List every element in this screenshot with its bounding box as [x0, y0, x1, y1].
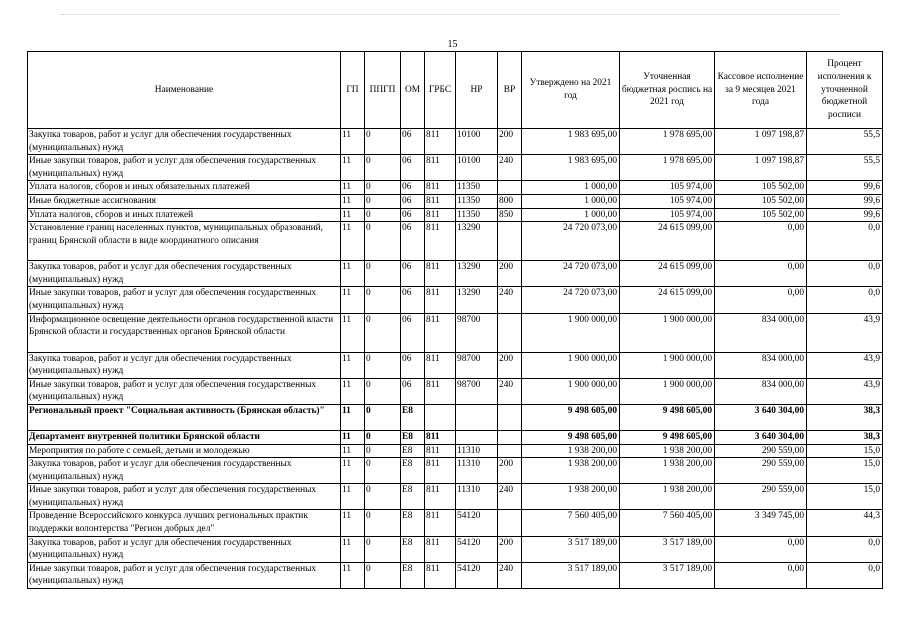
cell-nr: 11310 [456, 458, 498, 484]
cell-refined: 3 517 189,00 [620, 562, 715, 588]
cell-gp: 11 [341, 194, 365, 208]
cell-ppgp: 0 [365, 155, 401, 181]
cell-ppgp: 0 [365, 352, 401, 378]
cell-nr: 11310 [456, 444, 498, 458]
header-nr: НР [456, 52, 498, 129]
table-row [28, 222, 883, 261]
cell-name: Иные закупки товаров, работ и услуг для обеспечения государственных (муниципальных) нужд [28, 562, 341, 588]
cell-grbs: 811 [425, 261, 456, 287]
cell-name: Иные закупки товаров, работ и услуг для обеспечения государственных (муниципальных) нужд [28, 155, 341, 181]
cell-name: Региональный проект "Социальная активность (Брянская область)" [28, 404, 341, 430]
cell-nr: 98700 [456, 313, 498, 352]
cell-refined: 3 517 189,00 [620, 536, 715, 562]
cell-percent: 55,5 [807, 155, 883, 181]
cell-vr: 240 [498, 287, 522, 313]
cell-vr: 240 [498, 155, 522, 181]
cell-nr: 54120 [456, 562, 498, 588]
cell-name: Информационное освещение деятельности органов государственной власти Брянской области и государственных органов Брянской области [28, 313, 341, 352]
cell-ppgp: 0 [365, 458, 401, 484]
cell-om: E8 [401, 444, 425, 458]
cell-percent: 44,3 [807, 510, 883, 536]
table-row [28, 155, 883, 181]
cell-percent: 99,6 [807, 181, 883, 195]
cell-gp: 11 [341, 129, 365, 155]
cell-name: Закупка товаров, работ и услуг для обеспечения государственных (муниципальных) нужд [28, 261, 341, 287]
cell-vr: 200 [498, 261, 522, 287]
cell-ppgp: 0 [365, 129, 401, 155]
cell-vr [498, 510, 522, 536]
cell-ppgp: 0 [365, 261, 401, 287]
cell-refined: 105 974,00 [620, 181, 715, 195]
cell-refined: 1 900 000,00 [620, 352, 715, 378]
cell-cash: 834 000,00 [715, 313, 807, 352]
table-row [28, 313, 883, 352]
page-number: 15 [447, 39, 458, 50]
cell-om: 06 [401, 181, 425, 195]
header-name: Наименование [28, 52, 341, 129]
cell-approved: 1 900 000,00 [522, 313, 620, 352]
cell-name: Департамент внутренней политики Брянской области [28, 430, 341, 444]
cell-gp: 11 [341, 181, 365, 195]
cell-percent: 99,6 [807, 194, 883, 208]
cell-ppgp: 0 [365, 484, 401, 510]
cell-cash: 105 502,00 [715, 194, 807, 208]
cell-gp: 11 [341, 261, 365, 287]
cell-name: Мероприятия по работе с семьей, детьми и молодежью [28, 444, 341, 458]
cell-approved: 1 000,00 [522, 194, 620, 208]
cell-gp: 11 [341, 562, 365, 588]
cell-grbs [425, 404, 456, 430]
cell-gp: 11 [341, 287, 365, 313]
header-om: ОМ [401, 52, 425, 129]
cell-refined: 1 978 695,00 [620, 155, 715, 181]
cell-om: E8 [401, 484, 425, 510]
cell-vr: 200 [498, 536, 522, 562]
cell-gp: 11 [341, 313, 365, 352]
header-approved: Утверждено на 2021 год [522, 52, 620, 129]
table-row [28, 352, 883, 378]
cell-nr: 10100 [456, 155, 498, 181]
cell-ppgp: 0 [365, 222, 401, 261]
cell-refined: 1 938 200,00 [620, 484, 715, 510]
table-row [28, 404, 883, 430]
cell-om: 06 [401, 378, 425, 404]
table-row [28, 378, 883, 404]
cell-cash: 3 640 304,00 [715, 404, 807, 430]
cell-name: Закупка товаров, работ и услуг для обеспечения государственных (муниципальных) нужд [28, 129, 341, 155]
cell-percent: 15,0 [807, 444, 883, 458]
cell-nr [456, 404, 498, 430]
cell-cash: 3 640 304,00 [715, 430, 807, 444]
cell-om: E8 [401, 430, 425, 444]
cell-gp: 11 [341, 208, 365, 222]
cell-cash: 0,00 [715, 287, 807, 313]
cell-gp: 11 [341, 536, 365, 562]
cell-vr: 200 [498, 352, 522, 378]
cell-refined: 1 938 200,00 [620, 458, 715, 484]
budget-execution-table [27, 51, 883, 589]
cell-grbs: 811 [425, 129, 456, 155]
cell-om: E8 [401, 562, 425, 588]
cell-ppgp: 0 [365, 313, 401, 352]
cell-cash: 1 097 198,87 [715, 129, 807, 155]
cell-refined: 9 498 605,00 [620, 430, 715, 444]
table-row [28, 181, 883, 195]
cell-refined: 105 974,00 [620, 208, 715, 222]
cell-refined: 9 498 605,00 [620, 404, 715, 430]
cell-om: 06 [401, 129, 425, 155]
cell-refined: 24 615 099,00 [620, 222, 715, 261]
cell-gp: 11 [341, 378, 365, 404]
cell-ppgp: 0 [365, 181, 401, 195]
cell-refined: 7 560 405,00 [620, 510, 715, 536]
cell-percent: 43,9 [807, 352, 883, 378]
cell-refined: 1 978 695,00 [620, 129, 715, 155]
cell-nr: 54120 [456, 510, 498, 536]
scan-artifact-line [60, 14, 840, 17]
cell-grbs: 811 [425, 194, 456, 208]
cell-cash: 834 000,00 [715, 352, 807, 378]
cell-grbs: 811 [425, 208, 456, 222]
cell-approved: 1 900 000,00 [522, 378, 620, 404]
cell-nr: 11310 [456, 484, 498, 510]
cell-vr: 240 [498, 562, 522, 588]
cell-vr [498, 444, 522, 458]
cell-approved: 9 498 605,00 [522, 430, 620, 444]
cell-name: Закупка товаров, работ и услуг для обеспечения государственных (муниципальных) нужд [28, 536, 341, 562]
cell-name: Уплата налогов, сборов и иных обязательных платежей [28, 181, 341, 195]
table-row [28, 484, 883, 510]
cell-om: 06 [401, 155, 425, 181]
cell-refined: 1 938 200,00 [620, 444, 715, 458]
cell-om: E8 [401, 510, 425, 536]
table-row [28, 458, 883, 484]
cell-vr [498, 404, 522, 430]
cell-om: 06 [401, 352, 425, 378]
cell-ppgp: 0 [365, 287, 401, 313]
cell-cash: 3 349 745,00 [715, 510, 807, 536]
cell-refined: 105 974,00 [620, 194, 715, 208]
cell-gp: 11 [341, 222, 365, 261]
cell-name: Закупка товаров, работ и услуг для обеспечения государственных (муниципальных) нужд [28, 458, 341, 484]
cell-nr: 11350 [456, 208, 498, 222]
cell-om: 06 [401, 222, 425, 261]
cell-ppgp: 0 [365, 536, 401, 562]
cell-name: Иные бюджетные ассигнования [28, 194, 341, 208]
cell-approved: 1 000,00 [522, 181, 620, 195]
cell-vr: 200 [498, 129, 522, 155]
cell-cash: 105 502,00 [715, 208, 807, 222]
cell-approved: 3 517 189,00 [522, 562, 620, 588]
cell-nr: 98700 [456, 352, 498, 378]
table-row [28, 261, 883, 287]
cell-cash: 0,00 [715, 222, 807, 261]
cell-approved: 7 560 405,00 [522, 510, 620, 536]
cell-grbs: 811 [425, 458, 456, 484]
cell-approved: 1 000,00 [522, 208, 620, 222]
cell-refined: 1 900 000,00 [620, 313, 715, 352]
cell-gp: 11 [341, 458, 365, 484]
cell-om: 06 [401, 287, 425, 313]
cell-nr: 13290 [456, 287, 498, 313]
cell-grbs: 811 [425, 287, 456, 313]
cell-cash: 290 559,00 [715, 444, 807, 458]
cell-approved: 1 983 695,00 [522, 155, 620, 181]
header-vr: ВР [498, 52, 522, 129]
cell-percent: 0,0 [807, 261, 883, 287]
cell-nr: 13290 [456, 261, 498, 287]
cell-name: Иные закупки товаров, работ и услуг для обеспечения государственных (муниципальных) нужд [28, 378, 341, 404]
cell-name: Проведение Всероссийского конкурса лучших региональных практик поддержки волонтерства "Регион добрых дел" [28, 510, 341, 536]
cell-approved: 24 720 073,00 [522, 222, 620, 261]
cell-grbs: 811 [425, 484, 456, 510]
cell-percent: 38,3 [807, 404, 883, 430]
cell-ppgp: 0 [365, 430, 401, 444]
cell-vr: 240 [498, 484, 522, 510]
table-row [28, 562, 883, 588]
table-row [28, 129, 883, 155]
cell-om: 06 [401, 208, 425, 222]
cell-gp: 11 [341, 352, 365, 378]
cell-name: Установление границ населенных пунктов, муниципальных образований, границ Брянской области в виде координатного описания [28, 222, 341, 261]
cell-vr: 800 [498, 194, 522, 208]
cell-grbs: 811 [425, 352, 456, 378]
cell-approved: 9 498 605,00 [522, 404, 620, 430]
cell-gp: 11 [341, 444, 365, 458]
cell-nr: 54120 [456, 536, 498, 562]
cell-approved: 1 983 695,00 [522, 129, 620, 155]
cell-ppgp: 0 [365, 194, 401, 208]
table-row [28, 208, 883, 222]
header-gp: ГП [341, 52, 365, 129]
cell-approved: 24 720 073,00 [522, 261, 620, 287]
cell-approved: 3 517 189,00 [522, 536, 620, 562]
cell-gp: 11 [341, 430, 365, 444]
cell-name: Закупка товаров, работ и услуг для обеспечения государственных (муниципальных) нужд [28, 352, 341, 378]
cell-percent: 0,0 [807, 536, 883, 562]
cell-om: 06 [401, 313, 425, 352]
cell-vr [498, 222, 522, 261]
cell-name: Иные закупки товаров, работ и услуг для обеспечения государственных (муниципальных) нужд [28, 484, 341, 510]
cell-vr: 200 [498, 458, 522, 484]
cell-nr: 13290 [456, 222, 498, 261]
cell-om: 06 [401, 194, 425, 208]
cell-om: 06 [401, 261, 425, 287]
cell-approved: 1 938 200,00 [522, 458, 620, 484]
cell-percent: 0,0 [807, 222, 883, 261]
cell-grbs: 811 [425, 430, 456, 444]
cell-gp: 11 [341, 155, 365, 181]
cell-nr: 11350 [456, 181, 498, 195]
cell-grbs: 811 [425, 222, 456, 261]
cell-approved: 1 900 000,00 [522, 352, 620, 378]
header-cash: Кассовое исполнение за 9 месяцев 2021 года [715, 52, 807, 129]
cell-ppgp: 0 [365, 404, 401, 430]
cell-vr [498, 181, 522, 195]
header-percent: Процент исполнения к уточненной бюджетной росписи [807, 52, 883, 129]
cell-percent: 15,0 [807, 484, 883, 510]
cell-approved: 1 938 200,00 [522, 444, 620, 458]
cell-refined: 24 615 099,00 [620, 287, 715, 313]
cell-ppgp: 0 [365, 510, 401, 536]
cell-grbs: 811 [425, 313, 456, 352]
cell-om: E8 [401, 404, 425, 430]
cell-vr: 240 [498, 378, 522, 404]
cell-ppgp: 0 [365, 562, 401, 588]
cell-cash: 290 559,00 [715, 458, 807, 484]
cell-om: E8 [401, 536, 425, 562]
cell-ppgp: 0 [365, 444, 401, 458]
cell-refined: 24 615 099,00 [620, 261, 715, 287]
cell-percent: 0,0 [807, 562, 883, 588]
cell-approved: 1 938 200,00 [522, 484, 620, 510]
cell-percent: 15,0 [807, 458, 883, 484]
cell-nr: 98700 [456, 378, 498, 404]
header-grbs: ГРБС [425, 52, 456, 129]
cell-gp: 11 [341, 484, 365, 510]
cell-nr: 10100 [456, 129, 498, 155]
cell-cash: 290 559,00 [715, 484, 807, 510]
cell-nr [456, 430, 498, 444]
cell-percent: 43,9 [807, 313, 883, 352]
cell-cash: 105 502,00 [715, 181, 807, 195]
cell-grbs: 811 [425, 181, 456, 195]
cell-vr: 850 [498, 208, 522, 222]
cell-gp: 11 [341, 404, 365, 430]
cell-vr [498, 430, 522, 444]
cell-om: E8 [401, 458, 425, 484]
table-header-row [28, 52, 883, 129]
table-row [28, 510, 883, 536]
cell-cash: 0,00 [715, 261, 807, 287]
table-row [28, 287, 883, 313]
table-row [28, 536, 883, 562]
cell-cash: 834 000,00 [715, 378, 807, 404]
table-body [28, 129, 883, 589]
cell-cash: 0,00 [715, 562, 807, 588]
table-row [28, 430, 883, 444]
cell-grbs: 811 [425, 155, 456, 181]
cell-grbs: 811 [425, 562, 456, 588]
cell-nr: 11350 [456, 194, 498, 208]
cell-vr [498, 313, 522, 352]
cell-ppgp: 0 [365, 208, 401, 222]
cell-grbs: 811 [425, 536, 456, 562]
table-row [28, 194, 883, 208]
cell-percent: 43,9 [807, 378, 883, 404]
cell-ppgp: 0 [365, 378, 401, 404]
cell-percent: 0,0 [807, 287, 883, 313]
table-row [28, 444, 883, 458]
cell-grbs: 811 [425, 444, 456, 458]
cell-cash: 1 097 198,87 [715, 155, 807, 181]
cell-name: Уплата налогов, сборов и иных платежей [28, 208, 341, 222]
cell-percent: 99,6 [807, 208, 883, 222]
header-ppgp: ППГП [365, 52, 401, 129]
cell-cash: 0,00 [715, 536, 807, 562]
cell-grbs: 811 [425, 378, 456, 404]
header-refined: Уточненная бюджетная роспись на 2021 год [620, 52, 715, 129]
cell-percent: 38,3 [807, 430, 883, 444]
cell-approved: 24 720 073,00 [522, 287, 620, 313]
cell-grbs: 811 [425, 510, 456, 536]
cell-name: Иные закупки товаров, работ и услуг для обеспечения государственных (муниципальных) нужд [28, 287, 341, 313]
cell-gp: 11 [341, 510, 365, 536]
cell-refined: 1 900 000,00 [620, 378, 715, 404]
cell-percent: 55,5 [807, 129, 883, 155]
